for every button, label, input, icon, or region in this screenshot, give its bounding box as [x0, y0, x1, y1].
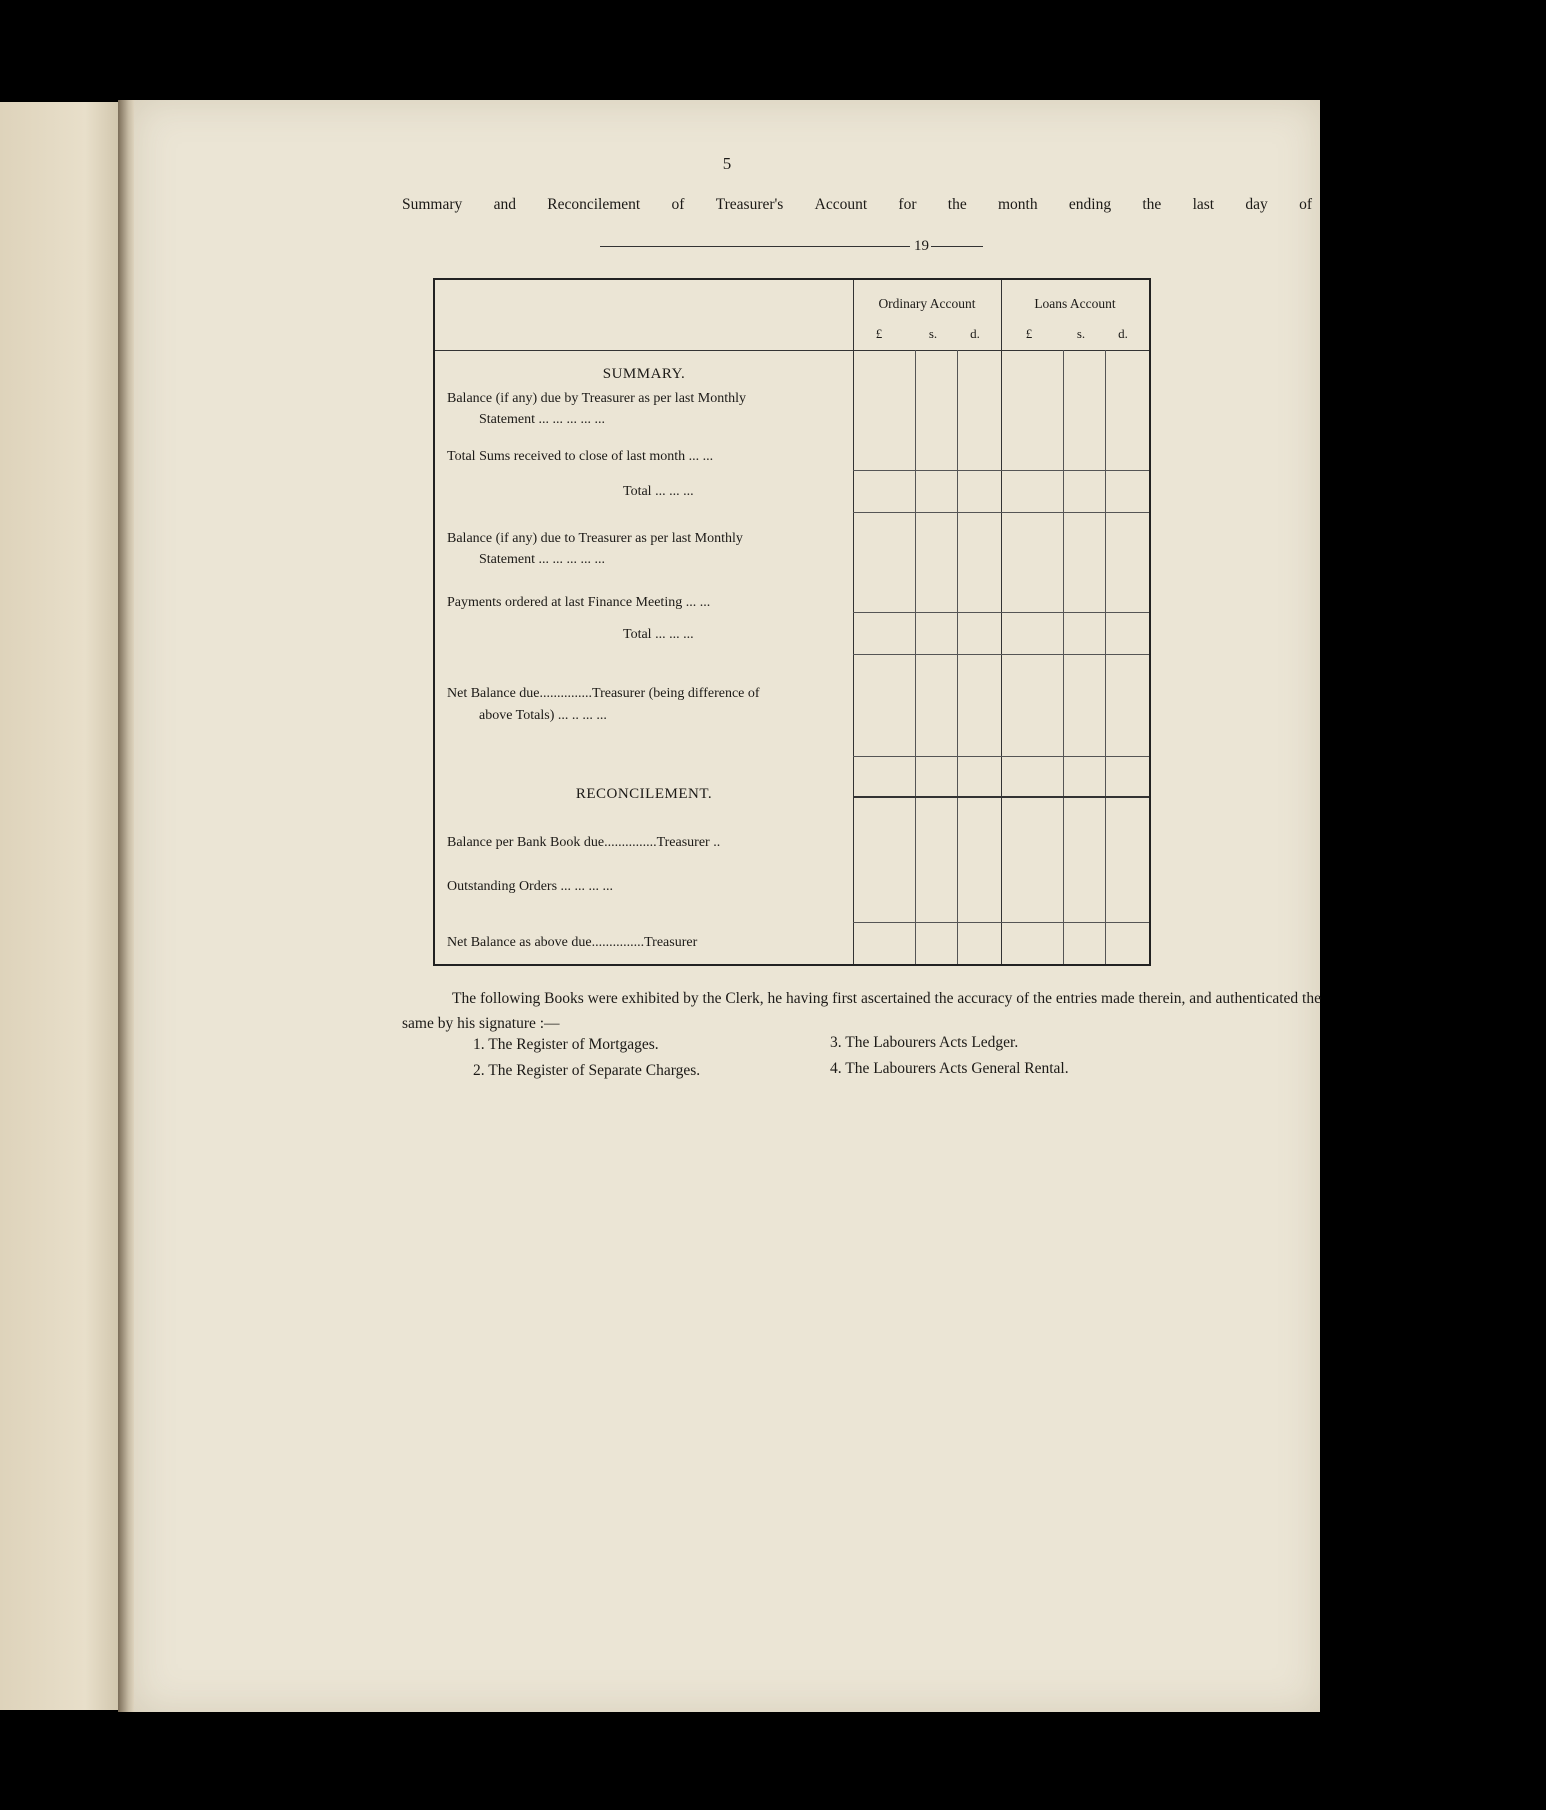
ordinary-account-column	[853, 280, 1002, 964]
year-prefix: 19	[914, 238, 929, 254]
book-item-4: 4. The Labourers Acts General Rental.	[830, 1060, 1069, 1077]
heading-word: of	[1299, 196, 1312, 213]
loans-header-rule	[1001, 350, 1149, 351]
ordinary-pound-header: £	[875, 326, 883, 341]
heading-word: ending	[1068, 196, 1112, 213]
grid-rule-2	[853, 512, 1149, 513]
grid-rule-4	[853, 654, 1149, 655]
loans-account-header: Loans Account	[1034, 296, 1116, 311]
balance-due-by-line1: Balance (if any) due by Treasurer as per last Monthly	[447, 391, 746, 406]
heading-word: for	[898, 196, 917, 213]
total-label-1: Total ... ... ...	[623, 484, 694, 499]
form-heading	[402, 196, 1312, 214]
heading-word: the	[947, 196, 967, 213]
description-column	[435, 280, 854, 964]
total-sums-received: Total Sums received to close of last month ... ...	[447, 449, 714, 464]
loans-shillings-header: s.	[1076, 326, 1086, 341]
balance-due-by-line2: Statement ... ... ... ... ...	[479, 412, 605, 427]
loans-account-column	[1001, 280, 1149, 964]
loans-pound-header: £	[1025, 326, 1033, 341]
reconcilement-title: RECONCILEMENT.	[575, 786, 713, 802]
payments-ordered: Payments ordered at last Finance Meeting ... ...	[447, 595, 711, 610]
header-rule	[435, 350, 853, 351]
heading-word: month	[998, 196, 1038, 213]
ledger-table	[433, 278, 1151, 966]
left-page	[0, 102, 122, 1710]
year-blank[interactable]	[931, 246, 983, 247]
loans-divider-1	[1063, 350, 1064, 964]
book-item-1: 1. The Register of Mortgages.	[473, 1036, 659, 1053]
heading-word: Account	[814, 196, 868, 213]
grid-rule-7	[853, 922, 1149, 923]
heading-word: day	[1245, 196, 1268, 213]
balance-due-to-line1: Balance (if any) due to Treasurer as per last Monthly	[447, 531, 743, 546]
grid-rule-6	[853, 796, 1149, 798]
page-number: 5	[722, 154, 732, 173]
heading-word: last	[1192, 196, 1215, 213]
date-line	[600, 238, 983, 255]
heading-word: the	[1142, 196, 1162, 213]
outstanding-orders: Outstanding Orders ... ... ... ...	[447, 879, 614, 894]
date-blank[interactable]	[600, 246, 910, 247]
heading-word: Reconcilement	[547, 196, 641, 213]
net-balance-as-above: Net Balance as above due...............Treasurer	[447, 935, 698, 950]
loans-pence-header: d.	[1118, 326, 1128, 341]
grid-rule-5	[853, 756, 1149, 757]
ordinary-account-header: Ordinary Account	[878, 296, 976, 311]
total-label-2: Total ... ... ...	[623, 627, 694, 642]
grid-rule-3	[853, 612, 1149, 613]
bank-book-balance: Balance per Bank Book due...............Treasurer ..	[447, 835, 721, 850]
ordinary-header-rule	[853, 350, 1001, 351]
loans-divider-2	[1105, 350, 1106, 964]
balance-due-to-line2: Statement ... ... ... ... ...	[479, 552, 605, 567]
net-balance-line2: above Totals) ... .. ... ...	[479, 708, 607, 723]
book-item-3: 3. The Labourers Acts Ledger.	[830, 1034, 1019, 1051]
heading-word: of	[671, 196, 685, 213]
grid-rule-1	[853, 470, 1149, 471]
ordinary-divider-2	[957, 350, 958, 964]
heading-word: and	[493, 196, 516, 213]
ordinary-divider-1	[915, 350, 916, 964]
ordinary-pence-header: d.	[970, 326, 980, 341]
book-item-2: 2. The Register of Separate Charges.	[473, 1062, 701, 1079]
document-page	[134, 100, 1320, 1712]
ordinary-shillings-header: s.	[928, 326, 938, 341]
books-exhibited-paragraph: The following Books were exhibited by the Clerk, he having first ascertained the accuracy of the entries made therein, and authenticated the same by his signature :—	[402, 990, 1321, 1032]
heading-word: Summary	[402, 196, 463, 213]
summary-title: SUMMARY.	[602, 366, 686, 382]
heading-word: Treasurer's	[715, 196, 784, 213]
net-balance-line1: Net Balance due...............Treasurer (being difference of	[447, 686, 760, 701]
